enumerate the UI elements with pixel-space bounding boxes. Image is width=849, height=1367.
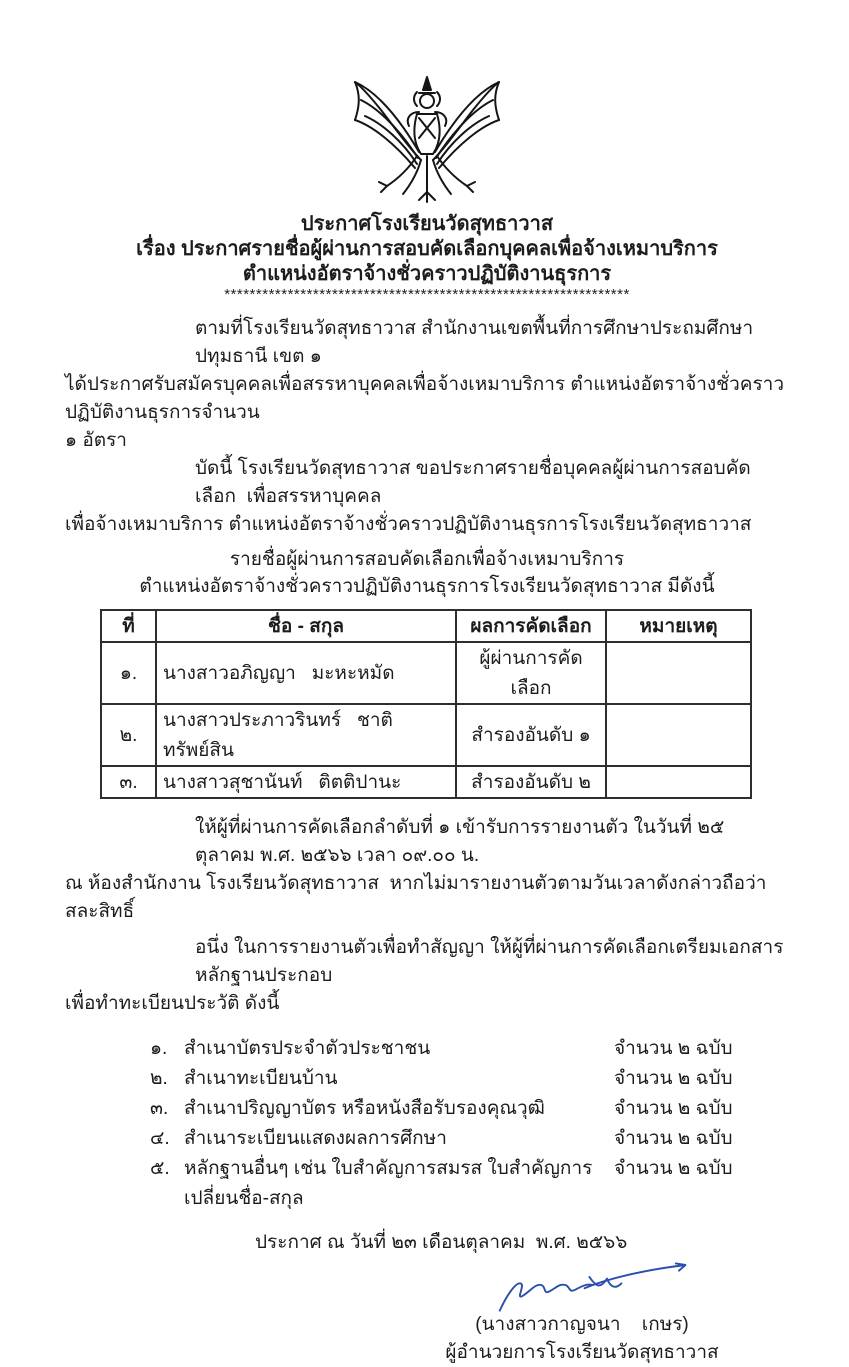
list-item-text: สำเนาบัตรประจำตัวประชาชน <box>184 1038 431 1059</box>
col-header-result: ผลการคัดเลือก <box>456 610 606 642</box>
paragraph-2-line-2: เพื่อจ้างเหมาบริการ ตำแหน่งอัตราจ้างชั่วคราวปฏิบัติงานธุรการโรงเรียนวัดสุทธาวาส <box>65 514 752 535</box>
list-item-number: ๕. <box>150 1158 170 1179</box>
list-item-number: ๒. <box>150 1068 168 1089</box>
table-row <box>101 642 751 704</box>
list-item-text: สำเนาระเบียนแสดงผลการศึกษา <box>184 1128 447 1149</box>
row-result: สำรองอันดับ ๒ <box>456 766 606 798</box>
paragraph-1-line-2: ได้ประกาศรับสมัครบุคคลเพื่อสรรหาบุคคลเพื่อจ้างเหมาบริการ ตำแหน่งอัตราจ้างชั่วคราวปฏิบัติงานธุรการจำนวน <box>65 374 784 423</box>
list-item-quantity: จำนวน ๒ ฉบับ <box>614 1128 733 1149</box>
paragraph-4-line-1: อนึ่ง ในการรายงานตัวเพื่อทำสัญญา ให้ผู้ที่ผ่านการคัดเลือกเตรียมเอกสาร หลักฐานประกอบ <box>195 937 789 986</box>
paragraph-3 <box>65 814 789 926</box>
row-note <box>606 642 751 704</box>
paragraph-4 <box>65 934 789 1018</box>
list-item-quantity: จำนวน ๒ ฉบับ <box>614 1158 733 1179</box>
row-note <box>606 766 751 798</box>
org-title: ประกาศโรงเรียนวัดสุทธาวาส <box>300 213 554 235</box>
list-item <box>150 1124 789 1154</box>
list-item-number: ๔. <box>150 1128 170 1149</box>
row-no: ๓. <box>101 766 156 798</box>
signer-title: ผู้อำนวยการโรงเรียนวัดสุทธาวาส <box>445 1342 719 1363</box>
table-header-row <box>101 610 751 642</box>
paragraph-2-line-1: บัดนี้ โรงเรียนวัดสุทธาวาส ขอประกาศรายชื่อบุคคลผู้ผ่านการสอบคัดเลือก เพื่อสรรหาบุคคล <box>195 458 751 507</box>
row-result: ผู้ผ่านการคัดเลือก <box>456 642 606 704</box>
paragraph-1-line-3: ๑ อัตรา <box>65 430 127 451</box>
results-subheading-line-2: ตำแหน่งอัตราจ้างชั่วคราวปฏิบัติงานธุรการโรงเรียนวัดสุทธาวาส มีดังนี้ <box>139 576 715 597</box>
subject-line: เรื่อง ประกาศรายชื่อผู้ผ่านการสอบคัดเลือกบุคคลเพื่อจ้างเหมาบริการ <box>136 238 718 260</box>
title-block <box>65 212 789 287</box>
position-line: ตำแหน่งอัตราจ้างชั่วคราวปฏิบัติงานธุรการ <box>242 263 612 285</box>
table-row <box>101 704 751 766</box>
paragraph-1-line-1: ตามที่โรงเรียนวัดสุทธาวาส สำนักงานเขตพื้นที่การศึกษาประถมศึกษาปทุมธานี เขต ๑ <box>195 318 754 367</box>
list-item <box>150 1034 789 1064</box>
garuda-emblem <box>347 76 507 209</box>
signature-block <box>427 1261 737 1367</box>
row-no: ๑. <box>101 642 156 704</box>
garuda-emblem-icon <box>347 76 507 204</box>
paragraph-1 <box>65 315 789 455</box>
row-result: สำรองอันดับ ๑ <box>456 704 606 766</box>
results-subheading-line-1: รายชื่อผู้ผ่านการสอบคัดเลือกเพื่อจ้างเหมาบริการ <box>229 549 625 570</box>
list-item-number: ๑. <box>150 1038 168 1059</box>
list-item <box>150 1064 789 1094</box>
col-header-no: ที่ <box>101 610 156 642</box>
list-item-text: สำเนาทะเบียนบ้าน <box>184 1068 338 1089</box>
list-item-quantity: จำนวน ๒ ฉบับ <box>614 1098 733 1119</box>
signature-ink-icon <box>475 1261 715 1317</box>
results-subheading <box>65 546 789 600</box>
signer-name: (นางสาวกาญจนา เกษร) <box>475 1314 689 1335</box>
list-item <box>150 1154 789 1214</box>
list-item-number: ๓. <box>150 1098 169 1119</box>
row-name: นางสาวประภาวรินทร์ ชาติทรัพย์สิน <box>156 704 456 766</box>
list-item-text: หลักฐานอื่นๆ เช่น ใบสำคัญการสมรส ใบสำคัญการเปลี่ยนชื่อ-สกุล <box>184 1158 593 1209</box>
paragraph-2 <box>65 455 789 539</box>
required-documents-list <box>150 1034 789 1214</box>
col-header-note: หมายเหตุ <box>606 610 751 642</box>
col-header-name: ชื่อ - สกุล <box>156 610 456 642</box>
table-row <box>101 766 751 798</box>
row-name: นางสาวสุชานันท์ ติตติปานะ <box>156 766 456 798</box>
asterisk-divider: **************************************************************** <box>224 286 630 303</box>
results-table <box>100 609 752 799</box>
list-item <box>150 1094 789 1124</box>
row-no: ๒. <box>101 704 156 766</box>
row-name: นางสาวอภิญญา มะหะหมัด <box>156 642 456 704</box>
paragraph-4-line-2: เพื่อทำทะเบียนประวัติ ดังนี้ <box>65 993 280 1014</box>
paragraph-3-line-2: ณ ห้องสำนักงาน โรงเรียนวัดสุทธาวาส หากไม่มารายงานตัวตามวันเวลาดังกล่าวถือว่าสละสิทธิ์ <box>65 873 767 922</box>
list-item-text: สำเนาปริญญาบัตร หรือหนังสือรับรองคุณวุฒิ <box>184 1098 545 1119</box>
announcement-date-line: ประกาศ ณ วันที่ ๒๓ เดือนตุลาคม พ.ศ. ๒๕๖๖ <box>255 1232 628 1253</box>
paragraph-3-line-1: ให้ผู้ที่ผ่านการคัดเลือกลำดับที่ ๑ เข้ารับการรายงานตัว ในวันที่ ๒๕ ตุลาคม พ.ศ. ๒๕๖๖ เวลา ๐๙.๐๐ น. <box>195 817 730 866</box>
list-item-quantity: จำนวน ๒ ฉบับ <box>614 1068 733 1089</box>
row-note <box>606 704 751 766</box>
list-item-quantity: จำนวน ๒ ฉบับ <box>614 1038 733 1059</box>
